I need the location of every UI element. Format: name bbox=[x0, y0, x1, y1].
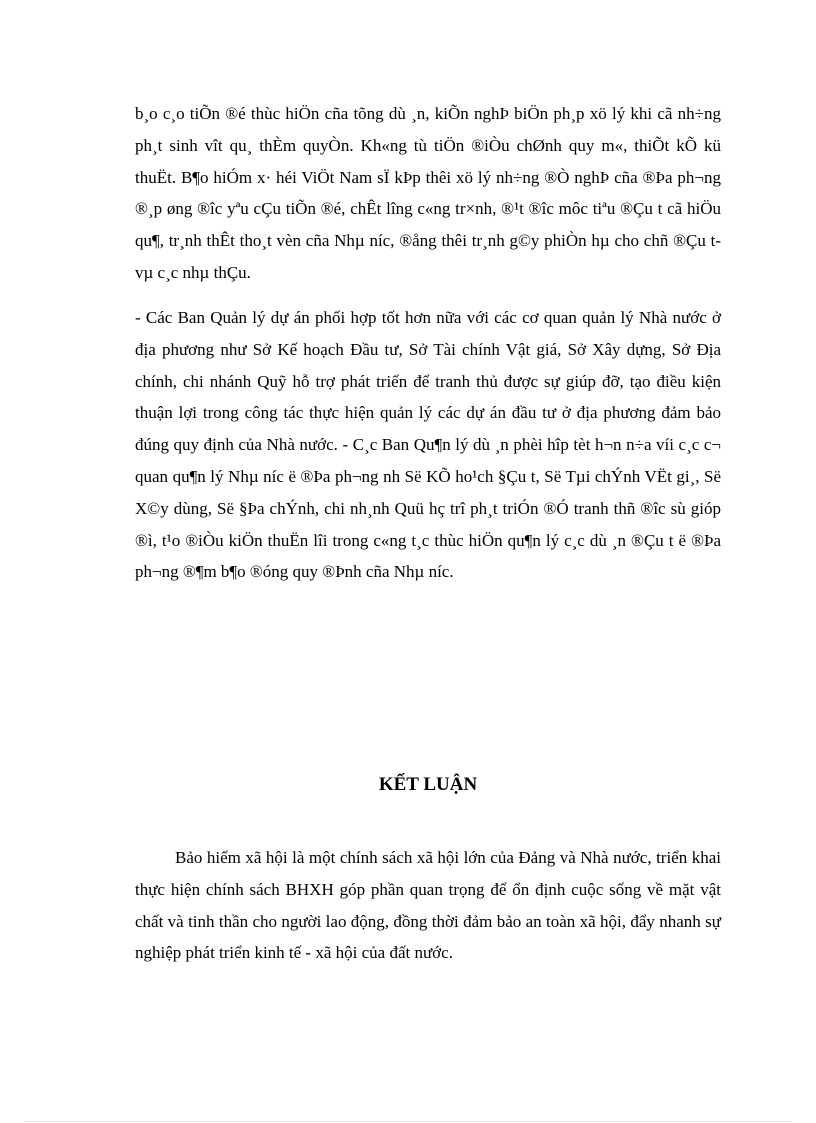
paragraph-ban-quan-ly: - Các Ban Quản lý dự án phối hợp tốt hơn nữa với các cơ quan quản lý Nhà nước ở địa phương như Sở Kế hoạch Đầu tư, Sở Tài chính Vật giá, Sở Xây dựng, Sở Địa chính, chi nhánh Quỹ hỗ trợ phát triển để tranh thủ được sự giúp đỡ, tạo điều kiện thuận lợi trong công tác thực hiện quản lý các dự án đầu tư ở địa phương đảm bảo đúng quy định của Nhà nước. - C¸c Ban Qu¶n lý dù ¸n phèi hîp tèt h¬n n÷a víi c¸c c¬ quan qu¶n lý Nhµ níc ë ®Þa ph¬ng nh Së KÕ ho¹ch §Çu t, Së Tµi chÝnh VËt gi¸, Së X©y dùng, Së §Þa chÝnh, chi nh¸nh Quü hç trî ph¸t triÓn ®Ó tranh thñ ®îc sù gióp ®ì, t¹o ®iÒu kiÖn thuËn lîi trong c«ng t¸c thùc hiÖn qu¶n lý c¸c dù ¸n ®Çu t ë ®Þa ph¬ng ®¶m b¶o ®óng quy ®Þnh cña Nhµ níc. bbox=[135, 308, 721, 582]
paragraph-legacy-encoded: b¸o c¸o tiÕn ®é thùc hiÖn cña tõng dù ¸n, kiÕn nghÞ biÖn ph¸p xö lý khi cã nh÷ng ph¸t sinh vît qu¸ thÈm quyÒn. Kh«ng tù tiÖn ®iÒu chØnh quy m«, thiÕt kÕ kü thuËt. B¶o hiÓm x· héi ViÖt Nam sÏ kÞp thêi xö lý nh÷ng ®Ò nghÞ cña ®Þa ph¬ng ®¸p øng ®îc yªu cÇu tiÕn ®é, chÊt lîng c«ng tr×nh, ®¹t ®îc môc tiªu ®Çu t cã hiÖu qu¶, tr¸nh thÊt tho¸t vèn cña Nhµ níc, ®ång thêi tr¸nh g©y phiÒn hµ cho chñ ®Çu t vµ c¸c nhµ thÇu. bbox=[135, 104, 721, 282]
page-bottom-divider bbox=[25, 1121, 791, 1122]
section-heading-ket-luan: KẾT LUẬN bbox=[378, 774, 478, 795]
paragraph-conclusion: Bảo hiểm xã hội là một chính sách xã hội lớn của Đảng và Nhà nước, triển khai thực hiện chính sách BHXH góp phần quan trọng để ổn định cuộc sống về mặt vật chất và tinh thần cho người lao động, đồng thời đảm bảo an toàn xã hội, đẩy nhanh sự nghiệp phát triển kinh tế - xã hội của đất nước. bbox=[135, 848, 721, 963]
